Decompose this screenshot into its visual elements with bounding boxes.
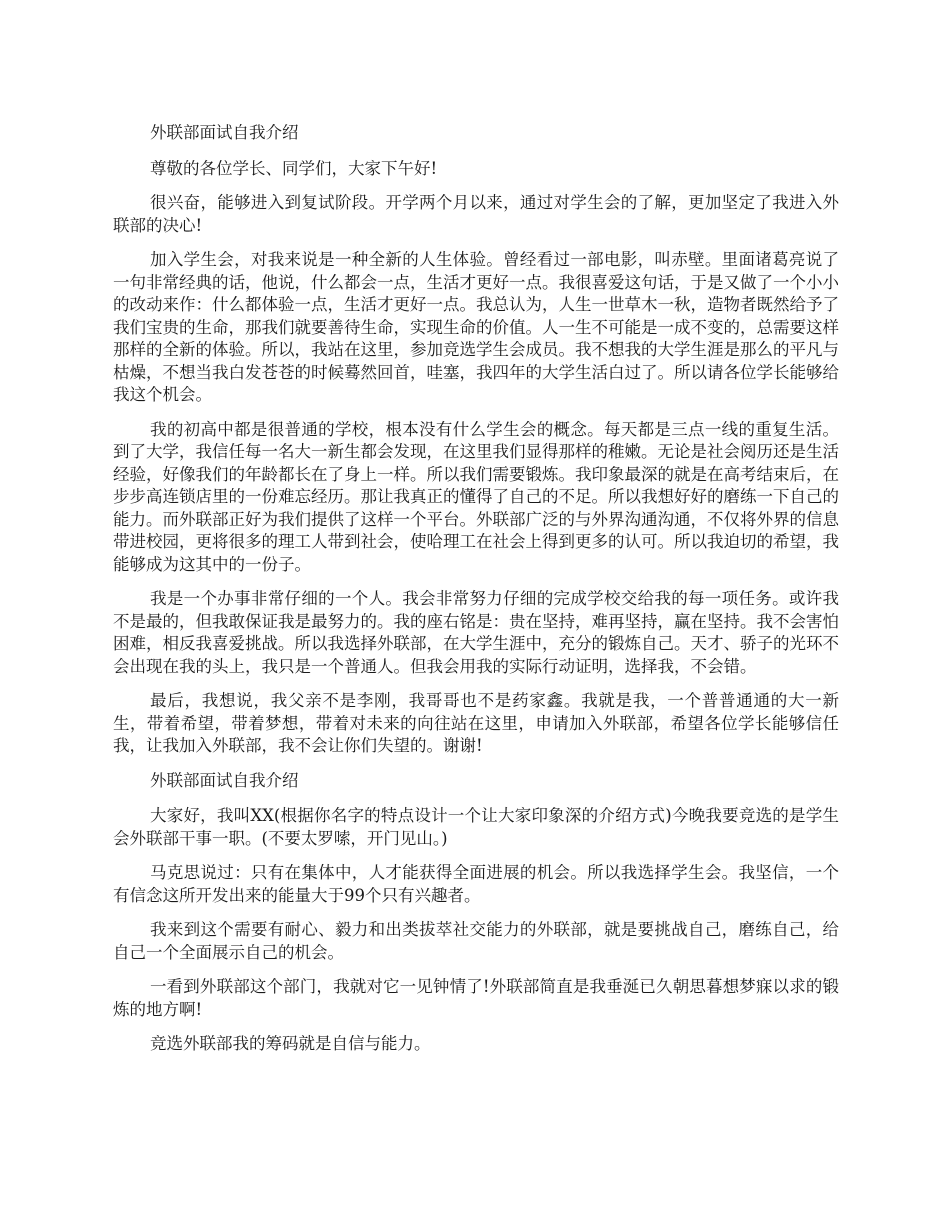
body-paragraph: 最后，我想说，我父亲不是李刚，我哥哥也不是药家鑫。我就是我，一个普普通通的大一新生，带着希望，带着梦想，带着对未来的向往站在这里，申请加入外联部，希望各位学长能够信任我，让我加入外联部，我不会让你们失望的。谢谢!: [113, 691, 839, 755]
body-paragraph: 大家好，我叫XX(根据你名字的特点设计一个让大家印象深的介绍方式)今晚我要竞选的是学生会外联部干事一职。(不要太罗嗦，开门见山。): [113, 806, 839, 848]
body-paragraph: 一看到外联部这个部门，我就对它一见钟情了!外联部简直是我垂涎已久朝思暮想梦寐以求的锻炼的地方啊!: [113, 977, 839, 1019]
body-paragraph: 我来到这个需要有耐心、毅力和出类拔萃社交能力的外联部，就是要挑战自己，磨练自己，给自己一个全面展示自己的机会。: [113, 920, 839, 962]
body-paragraph: 我是一个办事非常仔细的一个人。我会非常努力仔细的完成学校交给我的每一项任务。或许我不是最的，但我敢保证我是最努力的。我的座右铭是：贵在坚持，难再坚持，赢在坚持。我不会害怕困难，相反我喜爱挑战。所以我选择外联部，在大学生涯中，充分的锻炼自己。天才、骄子的光环不会出现在我的头上，我只是一个普通人。但我会用我的实际行动证明，选择我，不会错。: [113, 589, 839, 676]
document-title: 外联部面试自我介绍: [150, 123, 299, 142]
body-paragraph: 加入学生会，对我来说是一种全新的人生体验。曾经看过一部电影，叫赤壁。里面诸葛亮说了一句非常经典的话，他说，什么都会一点，生活才更好一点。我很喜爱这句话，于是又做了一个小小的改动来作：什么都体验一点，生活才更好一点。我总认为，人生一世草木一秋，造物者既然给予了我们宝贵的生命，那我们就要善待生命，实现生命的价值。人一生不可能是一成不变的，总需要这样那样的全新的体验。所以，我站在这里，参加竞选学生会成员。我不想我的大学生涯是那么的平凡与枯燥，不想当我白发苍苍的时候蓦然回首，哇塞，我四年的大学生活白过了。所以请各位学长能够给我这个机会。: [113, 250, 839, 404]
greeting-paragraph: 尊敬的各位学长、同学们，大家下午好!: [150, 158, 438, 178]
body-paragraph: 我的初高中都是很普通的学校，根本没有什么学生会的概念。每天都是三点一线的重复生活。到了大学，我信任每一名大一新生都会发现，在这里我们显得那样的稚嫩。无论是社会阅历还是生活经验，好像我们的年龄都长在了身上一样。所以我们需要锻炼。我印象最深的就是在高考结束后，在步步高连锁店里的一份难忘经历。那让我真正的懂得了自己的不足。所以我想好好的磨练一下自己的能力。而外联部正好为我们提供了这样一个平台。外联部广泛的与外界沟通沟通，不仅将外界的信息带进校园，更将很多的理工人带到社会，使哈理工在社会上得到更多的认可。所以我迫切的希望，我能够成为这其中的一份子。: [113, 419, 839, 574]
body-paragraph: 竞选外联部我的筹码就是自信与能力。: [150, 1034, 431, 1053]
section-title: 外联部面试自我介绍: [150, 770, 299, 790]
document-page: [113, 122, 839, 1068]
body-paragraph: 很兴奋，能够进入到复试阶段。开学两个月以来，通过对学生会的了解，更加坚定了我进入外联部的决心!: [113, 193, 839, 235]
body-paragraph: 马克思说过：只有在集体中，人才能获得全面进展的机会。所以我选择学生会。我坚信，一个有信念这所开发出来的能量大于99个只有兴趣者。: [113, 863, 839, 905]
